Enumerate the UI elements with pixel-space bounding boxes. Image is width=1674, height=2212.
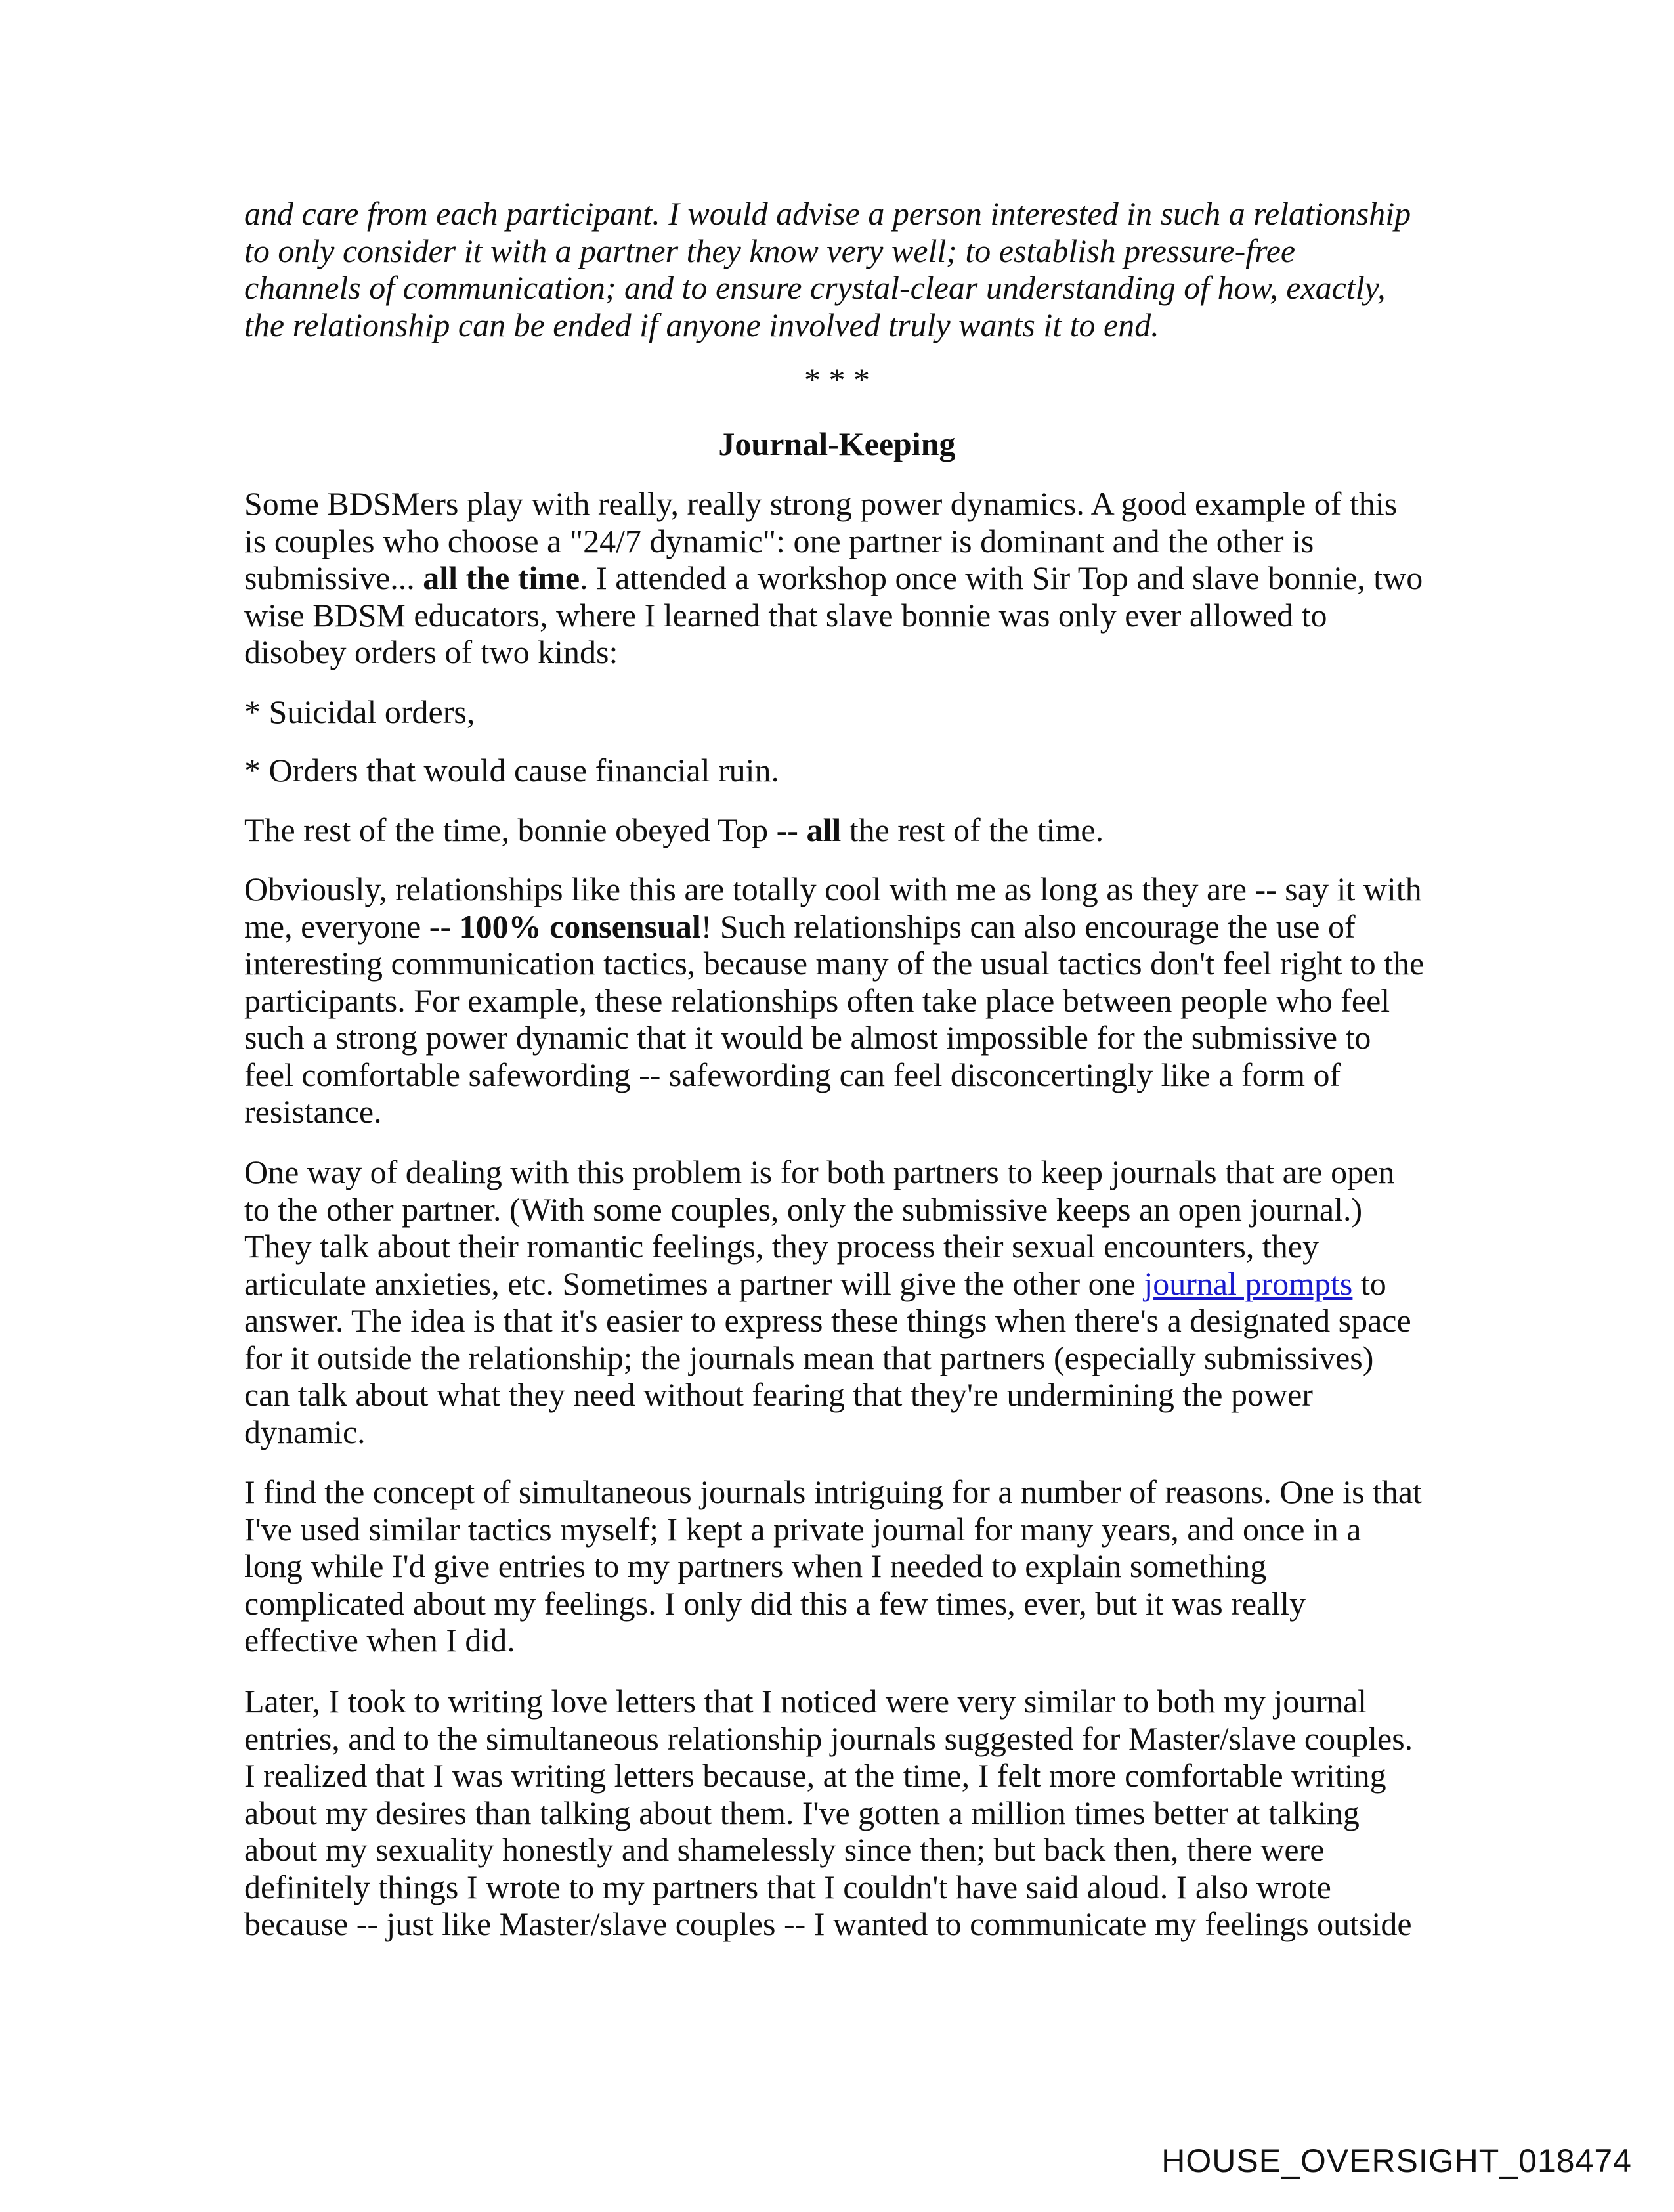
- text-line: [244, 485, 1423, 523]
- text-span: for it outside the relationship; the journals mean that partners (especially submissives): [244, 1339, 1374, 1376]
- text-span: because -- just like Master/slave couples -- I wanted to communicate my feelings outside: [244, 1905, 1412, 1942]
- text-line: [244, 982, 1424, 1020]
- bold-text: all the time: [423, 559, 580, 596]
- text-line: [244, 752, 779, 789]
- text-span: feel comfortable safewording -- safewording can feel disconcertingly like a form of: [244, 1056, 1341, 1093]
- text-line: [244, 871, 1424, 908]
- paragraph: [244, 195, 1411, 343]
- text-line: [244, 195, 1411, 232]
- text-line: [244, 597, 1423, 634]
- text-line: [244, 1511, 1422, 1548]
- section-separator: [0, 361, 1674, 399]
- text-line: [244, 523, 1423, 560]
- text-span: the rest of the time.: [841, 812, 1104, 848]
- bold-text: all: [806, 812, 842, 848]
- text-line: [0, 425, 1674, 463]
- text-span: Later, I took to writing love letters that I noticed were very similar to both my journal: [244, 1683, 1367, 1720]
- text-line: [244, 1302, 1411, 1339]
- text-line: [244, 1548, 1422, 1585]
- text-line: [244, 307, 1411, 344]
- text-line: [244, 1228, 1411, 1265]
- text-line: [244, 1191, 1411, 1228]
- paragraph: [244, 1683, 1413, 1943]
- text-line: [244, 1794, 1413, 1832]
- text-line: [244, 1265, 1411, 1303]
- text-line: [244, 1585, 1422, 1622]
- text-span: me, everyone --: [244, 907, 460, 945]
- text-line: [244, 1622, 1422, 1659]
- text-span: . I attended a workshop once with Sir Top and slave bonnie, two: [580, 559, 1423, 596]
- journal-prompts-link[interactable]: journal prompts: [1144, 1265, 1353, 1302]
- text-line: [244, 1473, 1422, 1511]
- text-line: [244, 559, 1423, 597]
- text-span: the relationship can be ended if anyone involved truly wants it to end.: [244, 306, 1159, 343]
- text-span: channels of communication; and to ensure crystal-clear understanding of how, exactly,: [244, 269, 1386, 306]
- text-line: [0, 361, 1674, 399]
- paragraph: [244, 1473, 1422, 1659]
- text-line: [244, 1056, 1424, 1094]
- text-span: and care from each participant. I would advise a person interested in such a relationship: [244, 195, 1411, 232]
- text-line: [244, 812, 1104, 849]
- text-line: [244, 1720, 1413, 1758]
- paragraph: [244, 485, 1423, 671]
- text-span: effective when I did.: [244, 1622, 515, 1659]
- text-line: [244, 232, 1411, 270]
- text-span: can talk about what they need without fearing that they're undermining the power: [244, 1376, 1313, 1413]
- text-span: * * *: [804, 361, 870, 398]
- text-line: [244, 1093, 1424, 1131]
- text-line: [244, 1905, 1413, 1943]
- text-span: interesting communication tactics, because many of the usual tactics don't feel right to the: [244, 945, 1425, 982]
- text-span: Some BDSMers play with really, really strong power dynamics. A good example of this: [244, 485, 1398, 522]
- text-span: I find the concept of simultaneous journals intriguing for a number of reasons. One is that: [244, 1473, 1423, 1510]
- text-span: dynamic.: [244, 1413, 366, 1450]
- paragraph: [244, 871, 1424, 1131]
- text-span: * Suicidal orders,: [244, 693, 475, 730]
- text-span: One way of dealing with this problem is for both partners to keep journals that are open: [244, 1154, 1395, 1190]
- text-span: wise BDSM educators, where I learned that slave bonnie was only ever allowed to: [244, 596, 1327, 634]
- text-span: I've used similar tactics myself; I kept a private journal for many years, and once in a: [244, 1510, 1362, 1548]
- text-line: [244, 269, 1411, 307]
- text-span: about my desires than talking about them. I've gotten a million times better at talking: [244, 1794, 1360, 1831]
- text-line: [244, 1376, 1411, 1414]
- text-line: [244, 908, 1424, 945]
- text-span: I realized that I was writing letters because, at the time, I felt more comfortable writing: [244, 1757, 1386, 1794]
- text-line: [244, 1757, 1413, 1794]
- text-line: [244, 634, 1423, 671]
- text-line: [244, 1683, 1413, 1720]
- section-heading: [0, 425, 1674, 463]
- text-span: resistance.: [244, 1093, 382, 1130]
- text-line: [244, 1414, 1411, 1451]
- text-span: is couples who choose a "24/7 dynamic": one partner is dominant and the other is: [244, 522, 1314, 559]
- text-span: ! Such relationships can also encourage the use of: [700, 907, 1356, 945]
- paragraph: [244, 1154, 1411, 1450]
- text-span: Obviously, relationships like this are totally cool with me as long as they are -- say it with: [244, 871, 1422, 907]
- text-line: [244, 693, 475, 731]
- text-span: to the other partner. (With some couples, only the submissive keeps an open journal.): [244, 1190, 1363, 1228]
- paragraph: [244, 752, 779, 789]
- text-span: definitely things I wrote to my partners that I couldn't have said aloud. I also wrote: [244, 1868, 1331, 1905]
- text-span: about my sexuality honestly and shamelessly since then; but back then, there were: [244, 1831, 1325, 1868]
- text-span: articulate anxieties, etc. Sometimes a partner will give the other one: [244, 1265, 1144, 1302]
- text-span: They talk about their romantic feelings, they process their sexual encounters, they: [244, 1228, 1319, 1265]
- bold-text: 100% consensual: [459, 907, 701, 945]
- text-line: [244, 1019, 1424, 1056]
- text-line: [244, 945, 1424, 982]
- text-span: Journal-Keeping: [718, 425, 956, 462]
- text-line: [244, 1339, 1411, 1377]
- text-span: entries, and to the simultaneous relationship journals suggested for Master/slave couples.: [244, 1720, 1413, 1757]
- text-span: answer. The idea is that it's easier to express these things when there's a designated space: [244, 1302, 1411, 1339]
- text-span: complicated about my feelings. I only did this a few times, ever, but it was really: [244, 1584, 1306, 1622]
- text-span: long while I'd give entries to my partners when I needed to explain something: [244, 1548, 1267, 1584]
- text-span: to only consider it with a partner they know very well; to establish pressure-free: [244, 232, 1296, 269]
- text-span: such a strong power dynamic that it would be almost impossible for the submissive to: [244, 1019, 1371, 1056]
- text-span: to: [1352, 1265, 1386, 1302]
- text-span: participants. For example, these relationships often take place between people who feel: [244, 982, 1390, 1019]
- bates-stamp: HOUSE_OVERSIGHT_018474: [1161, 2142, 1632, 2179]
- text-line: [244, 1154, 1411, 1191]
- paragraph: [244, 693, 475, 731]
- text-span: The rest of the time, bonnie obeyed Top --: [244, 812, 807, 848]
- text-span: disobey orders of two kinds:: [244, 634, 618, 670]
- paragraph: [244, 812, 1104, 849]
- text-span: * Orders that would cause financial ruin.: [244, 752, 780, 789]
- text-line: [244, 1869, 1413, 1906]
- text-line: [244, 1831, 1413, 1869]
- text-span: submissive...: [244, 559, 423, 596]
